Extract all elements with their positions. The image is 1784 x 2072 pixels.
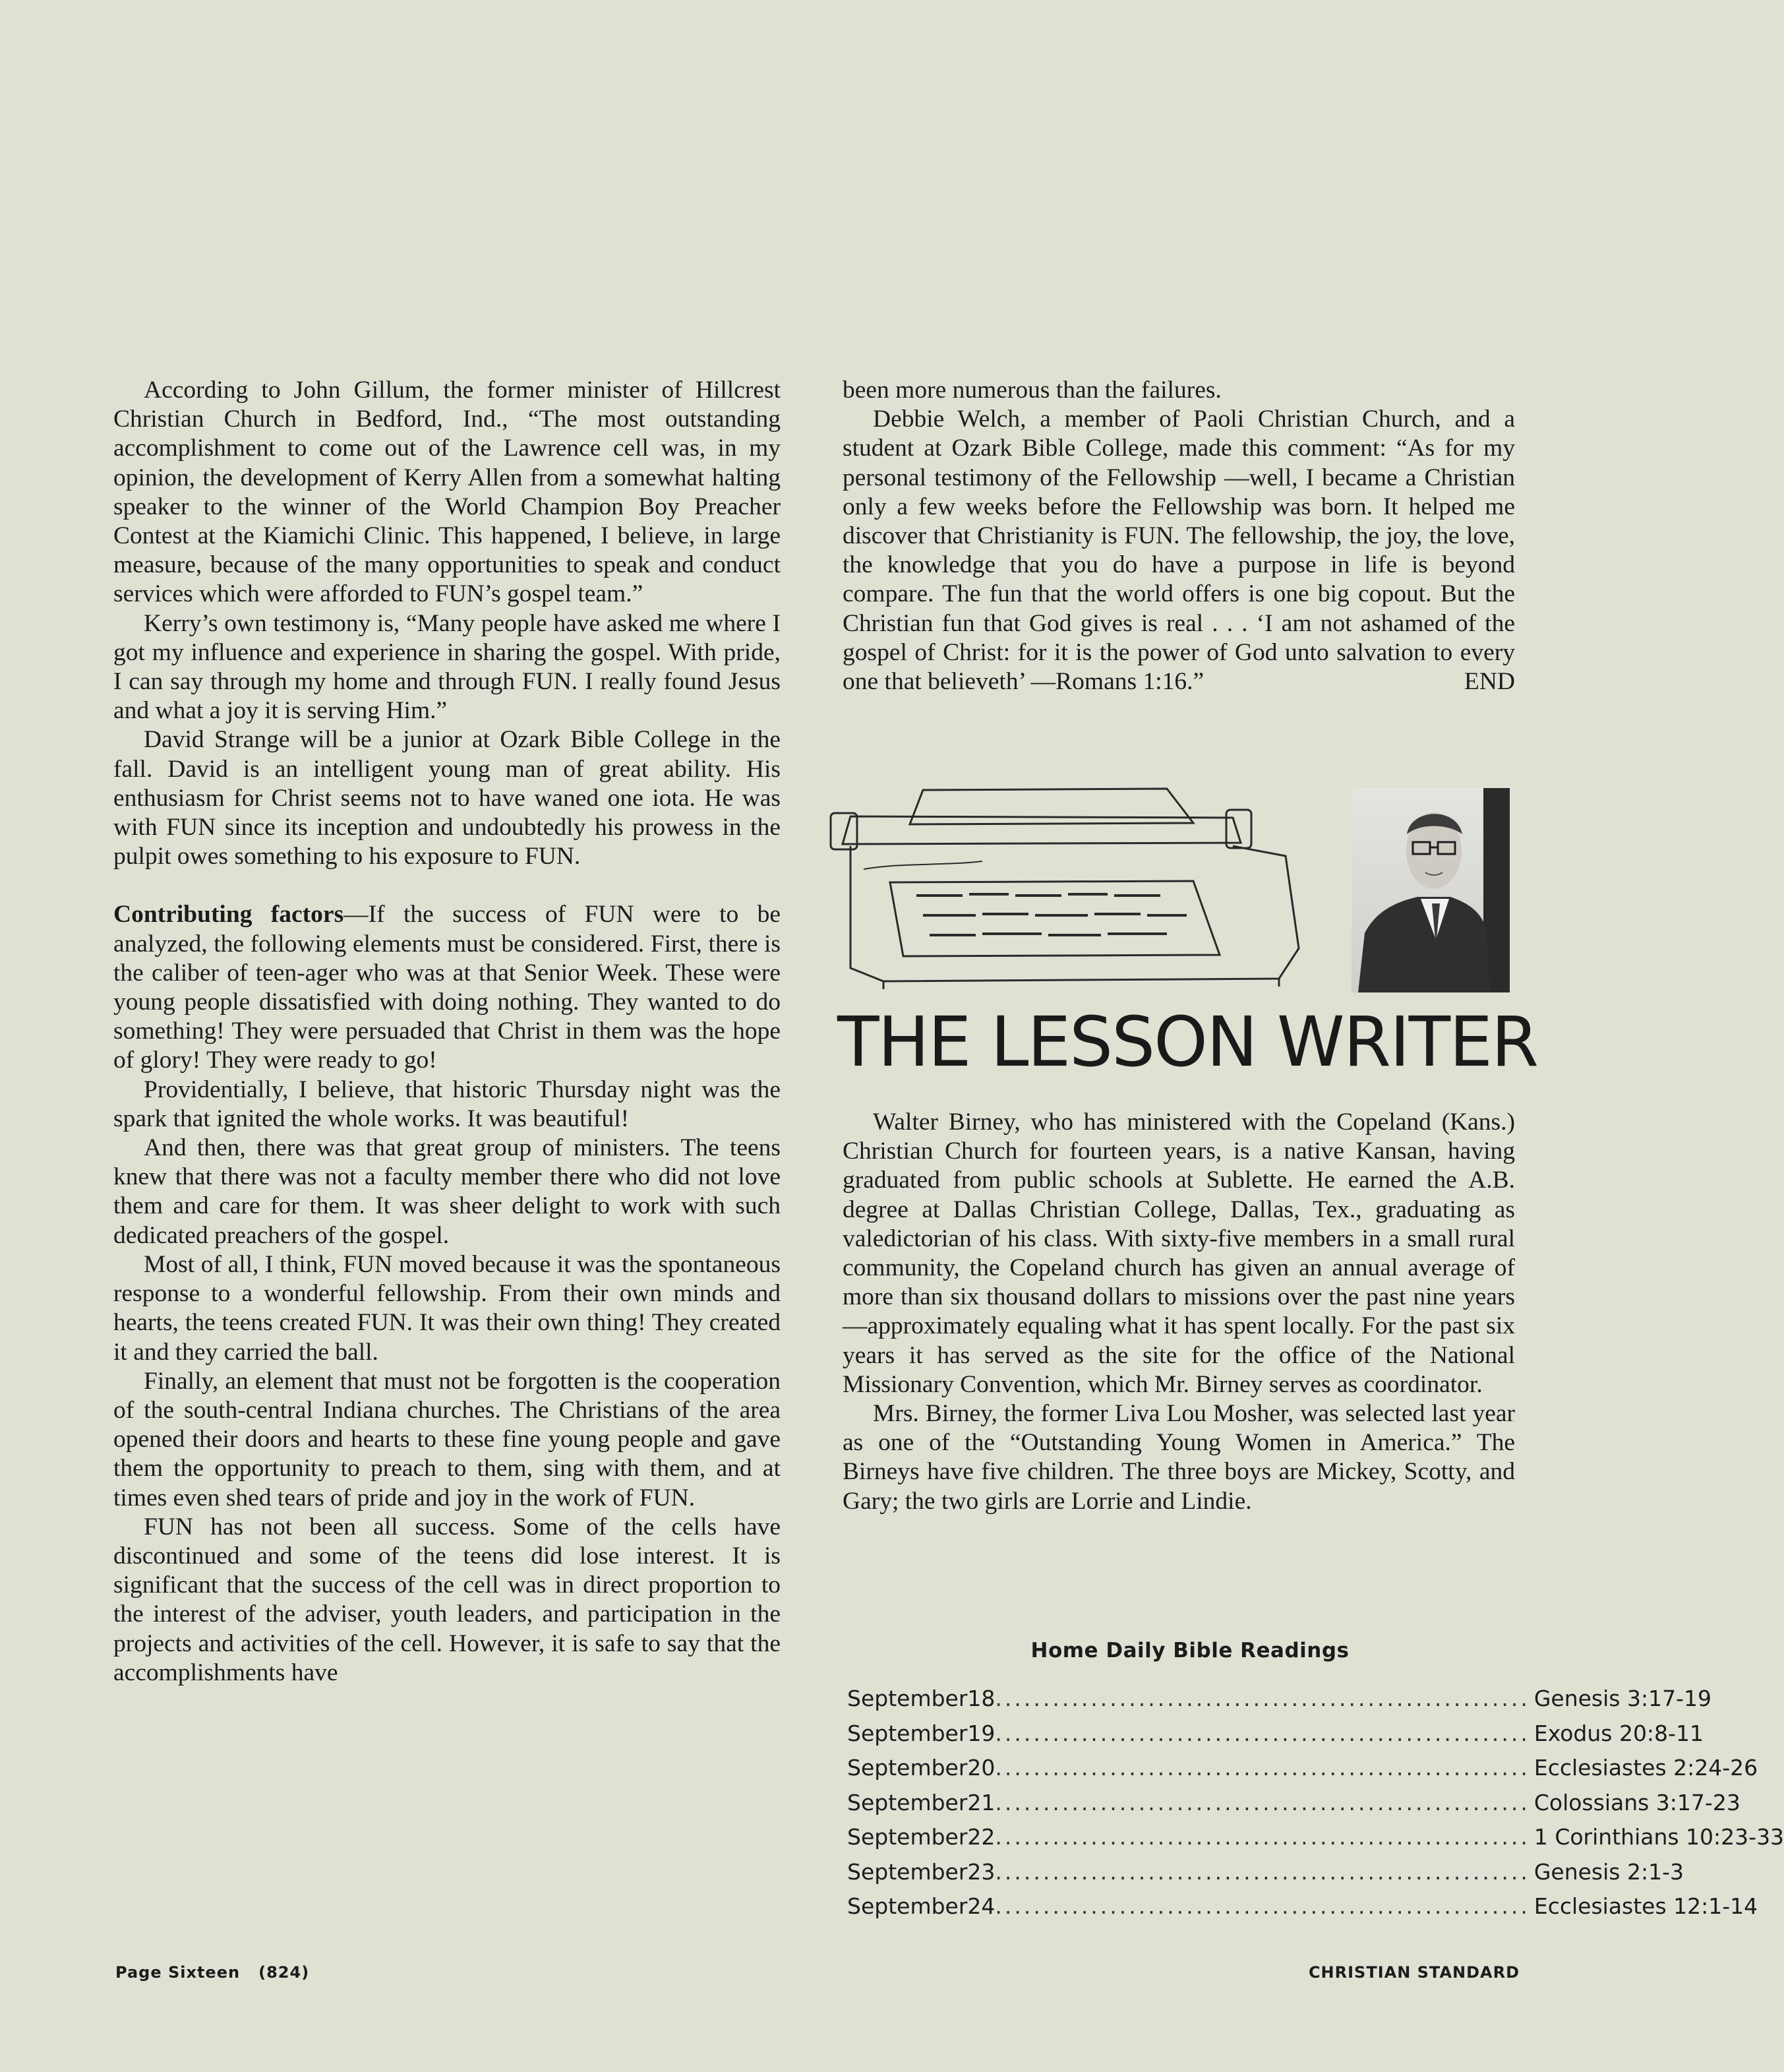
paragraph: And then, there was that great group of ministers. The teens knew that there was not a faculty member there who did not love them and care for them. It was sheer delight to work with such dedicated preachers of the gospel. xyxy=(113,1134,781,1249)
reading-row xyxy=(847,1755,1758,1790)
reading-month: September xyxy=(847,1893,968,1919)
paragraph: Most of all, I think, FUN moved because it was the spontaneous response to a wonderful fellowship. From their own minds and hearts, the teens created FUN. It was their own thing! They created it and they carried the ball. xyxy=(113,1250,781,1366)
left-column xyxy=(113,376,781,1688)
paragraph: David Strange will be a junior at Ozark Bible College in the fall. David is an intelligent young man of great ability. His enthusiasm for Christ seems not to have waned one iota. He was with FUN since its inception and undoubtedly his prowess in the pulpit owes something to his exposure to FUN. xyxy=(113,726,781,870)
paragraph: been more numerous than the failures. xyxy=(843,377,1222,404)
typewriter-illustration xyxy=(824,783,1371,1001)
reading-month: September xyxy=(847,1824,968,1850)
section-lead: Contributing factors xyxy=(113,901,344,929)
leader-dots: ........................................................ xyxy=(995,1720,1530,1746)
reading-reference: Genesis 2:1-3 xyxy=(1533,1858,1684,1885)
reading-reference: Exodus 20:8-11 xyxy=(1533,1720,1704,1746)
reading-reference: Ecclesiastes 2:24-26 xyxy=(1533,1755,1758,1781)
readings-list xyxy=(847,1686,1784,1928)
reading-reference: Colossians 3:17-23 xyxy=(1533,1789,1740,1815)
leader-dots: ........................................................ xyxy=(995,1789,1530,1815)
lesson-writer-bio xyxy=(843,1108,1515,1516)
page-folio: Page Sixteen (824) xyxy=(115,1963,310,1982)
leader-dots: ........................................................ xyxy=(995,1686,1530,1711)
reading-month: September xyxy=(847,1858,968,1885)
section-body: —If the success of FUN were to be analyzed, the following elements must be considered. First, there is the caliber of teen-ager who was at that Senior Week. These were young people dissatisfied with doing nothing. They wanted to do something! They were persuaded that Christ in them was the hope of glory! They were ready to go! xyxy=(113,901,781,1074)
reading-reference: Ecclesiastes 12:1-14 xyxy=(1533,1893,1758,1919)
paragraph: Finally, an element that must not be forgotten is the cooperation of the south-central Indiana churches. The Christians of the area opened their doors and hearts to these fine young people and gave them the opportunity to preach to them, sing with them, and at times even shed tears of pride and joy in the work of FUN. xyxy=(113,1367,781,1511)
reading-day: 19 xyxy=(967,1720,996,1746)
author-photo xyxy=(1352,788,1510,992)
reading-reference: 1 Corinthians 10:23-33 xyxy=(1533,1824,1784,1850)
paragraph: Walter Birney, who has ministered with the Copeland (Kans.) Christian Church for fourteen years, is a native Kansan, having graduated from public schools at Sublette. He earned the A.B. degree at Dallas Christian College, Dallas, Tex., graduating as valedictorian of his class. With sixty-five members in a small rural community, the Copeland church has given an annual average of more than six thousand dollars to missions over the past nine years—approximately equaling what it has spent locally. For the past six years it has served as the site for the office of the National Missionary Convention, which Mr. Birney serves as coordinator. xyxy=(843,1109,1515,1398)
reading-row xyxy=(847,1686,1711,1721)
reading-row xyxy=(847,1824,1784,1859)
testimony-paragraph xyxy=(843,405,1515,696)
reading-day: 20 xyxy=(967,1755,996,1781)
testimony-text: Debbie Welch, a member of Paoli Christian Church, and a student at Ozark Bible College, made this comment: “As for my personal testimony of the Fellowship —well, I became a Christian only a few weeks before the Fellowship was born. It helped me discover that Christianity is FUN. The fellowship, the joy, the love, the knowledge that you do have a purpose in life is beyond compare. The fun that the world offers is one big copout. But the Christian fun that God gives is real . . . ‘I am not ashamed of the gospel of Christ: for it is the power of God unto salvation to every one that believeth’ —Romans 1:16.” xyxy=(843,406,1515,696)
leader-dots: ........................................................ xyxy=(995,1824,1530,1850)
lesson-writer-headline: THE LESSON WRITER xyxy=(837,1002,1538,1082)
paragraph: Mrs. Birney, the former Liva Lou Mosher, was selected last year as one of the “Outstanding Young Women in America.” The Birneys have five children. The three boys are Mickey, Scotty, and Gary; the two girls are Lorrie and Lindie. xyxy=(843,1400,1515,1515)
contributing-factors-paragraph xyxy=(113,900,781,1075)
reading-day: 18 xyxy=(967,1686,996,1711)
end-mark: END xyxy=(1464,668,1515,696)
reading-month: September xyxy=(847,1755,968,1781)
readings-title: Home Daily Bible Readings xyxy=(1030,1639,1350,1662)
paragraph: Providentially, I believe, that historic Thursday night was the spark that ignited the whole works. It was beautiful! xyxy=(113,1076,781,1132)
leader-dots: ........................................................ xyxy=(995,1858,1530,1885)
reading-month: September xyxy=(847,1789,968,1815)
reading-row xyxy=(847,1720,1704,1755)
reading-month: September xyxy=(847,1686,968,1711)
reading-reference: Genesis 3:17-19 xyxy=(1533,1686,1711,1711)
leader-dots: ........................................................ xyxy=(995,1893,1530,1919)
reading-day: 24 xyxy=(967,1893,996,1919)
reading-day: 23 xyxy=(967,1858,996,1885)
publication-name: CHRISTIAN STANDARD xyxy=(1308,1963,1520,1982)
right-column xyxy=(843,376,1515,696)
reading-row xyxy=(847,1789,1740,1825)
reading-month: September xyxy=(847,1720,968,1746)
reading-day: 22 xyxy=(967,1824,996,1850)
bleed-through-text xyxy=(303,79,1464,330)
leader-dots: ........................................................ xyxy=(995,1755,1530,1781)
paragraph: According to John Gillum, the former minister of Hillcrest Christian Church in Bedford, Ind., “The most outstanding accomplishment to come out of the Lawrence cell was, in my opinion, the development of Kerry Allen from a somewhat halting speaker to the winner of the World Champion Boy Preacher Contest at the Kiamichi Clinic. This happened, I believe, in large measure, because of the many opportunities to speak and conduct services which were afforded to FUN’s gospel team.” xyxy=(113,377,781,608)
reading-row xyxy=(847,1858,1684,1894)
paragraph: FUN has not been all success. Some of the cells have discontinued and some of the teens did lose interest. It is significant that the success of the cell was in direct proportion to the interest of the adviser, youth leaders, and participation in the projects and activities of the cell. However, it is safe to say that the accomplishments have xyxy=(113,1513,781,1686)
paragraph: Kerry’s own testimony is, “Many people have asked me where I got my influence and experience in sharing the gospel. With pride, I can say through my home and through FUN. I really found Jesus and what a joy it is serving Him.” xyxy=(113,609,781,725)
reading-day: 21 xyxy=(967,1789,996,1815)
reading-row xyxy=(847,1893,1758,1928)
